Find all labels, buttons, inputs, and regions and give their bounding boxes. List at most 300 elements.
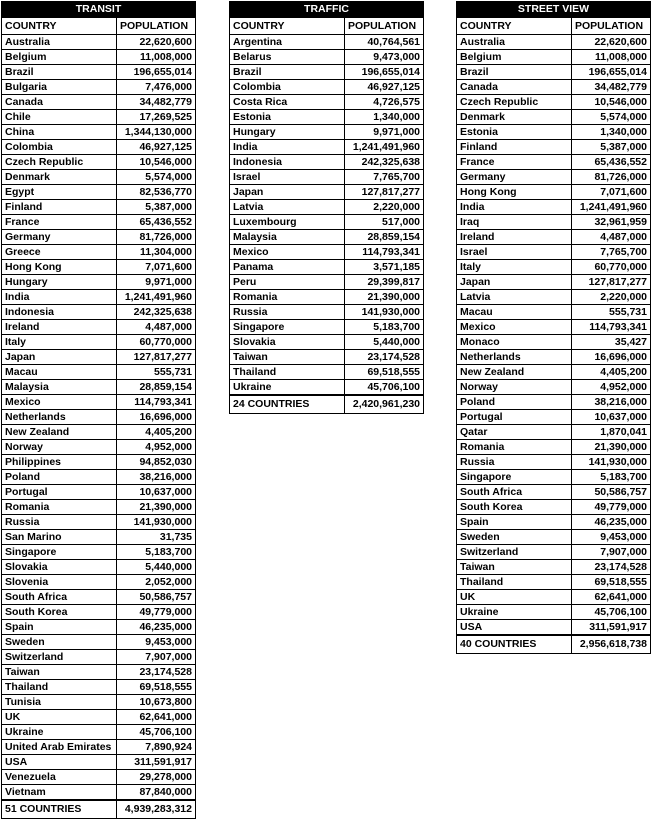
- population-cell: 4,487,000: [572, 230, 651, 245]
- country-cell: United Arab Emirates: [2, 740, 117, 755]
- population-cell: 46,927,125: [345, 80, 424, 95]
- population-cell: 1,344,130,000: [117, 125, 196, 140]
- population-cell: 50,586,757: [572, 485, 651, 500]
- country-cell: Macau: [457, 305, 572, 320]
- population-cell: 196,655,014: [117, 65, 196, 80]
- population-cell: 82,536,770: [117, 185, 196, 200]
- country-cell: UK: [2, 710, 117, 725]
- country-cell: Singapore: [230, 320, 345, 335]
- population-cell: 7,907,000: [117, 650, 196, 665]
- table-row: [230, 140, 424, 155]
- country-column-header: COUNTRY: [230, 18, 345, 35]
- table-row: [230, 65, 424, 80]
- population-cell: 81,726,000: [572, 170, 651, 185]
- table-row: [2, 725, 196, 740]
- table-row: [230, 380, 424, 396]
- population-cell: 69,518,555: [117, 680, 196, 695]
- country-cell: Taiwan: [2, 665, 117, 680]
- table-row: [457, 425, 651, 440]
- population-cell: 62,641,000: [117, 710, 196, 725]
- table-row: [2, 740, 196, 755]
- population-cell: 4,405,200: [117, 425, 196, 440]
- total-row: [457, 635, 651, 653]
- country-cell: South Korea: [2, 605, 117, 620]
- country-cell: Estonia: [230, 110, 345, 125]
- country-cell: Venezuela: [2, 770, 117, 785]
- population-cell: 40,764,561: [345, 35, 424, 50]
- country-cell: Belgium: [457, 50, 572, 65]
- population-cell: 17,269,525: [117, 110, 196, 125]
- transit-table: [1, 1, 196, 819]
- population-cell: 127,817,277: [117, 350, 196, 365]
- table-row: [2, 635, 196, 650]
- country-cell: Ireland: [2, 320, 117, 335]
- table-row: [2, 425, 196, 440]
- table-row: [2, 680, 196, 695]
- street-view-table: [456, 1, 651, 654]
- country-cell: South Korea: [457, 500, 572, 515]
- total-country-count: 51 COUNTRIES: [2, 800, 117, 818]
- country-cell: India: [2, 290, 117, 305]
- table-row: [2, 500, 196, 515]
- population-cell: 555,731: [572, 305, 651, 320]
- country-cell: Denmark: [2, 170, 117, 185]
- table-row: [2, 710, 196, 725]
- country-cell: Japan: [2, 350, 117, 365]
- table-row: [230, 320, 424, 335]
- population-cell: 10,673,800: [117, 695, 196, 710]
- table-row: [2, 185, 196, 200]
- country-cell: Australia: [457, 35, 572, 50]
- population-cell: 21,390,000: [345, 290, 424, 305]
- population-cell: 9,473,000: [345, 50, 424, 65]
- table-row: [2, 290, 196, 305]
- country-cell: Hungary: [2, 275, 117, 290]
- country-cell: Russia: [2, 515, 117, 530]
- table-row: [457, 305, 651, 320]
- table-row: [2, 545, 196, 560]
- country-cell: Czech Republic: [457, 95, 572, 110]
- table-row: [230, 245, 424, 260]
- country-cell: Norway: [2, 440, 117, 455]
- table-row: [230, 155, 424, 170]
- table-row: [457, 50, 651, 65]
- country-cell: Romania: [230, 290, 345, 305]
- country-cell: Slovenia: [2, 575, 117, 590]
- population-cell: 3,571,185: [345, 260, 424, 275]
- country-cell: Hong Kong: [2, 260, 117, 275]
- country-cell: Colombia: [2, 140, 117, 155]
- country-cell: Ukraine: [230, 380, 345, 396]
- population-cell: 87,840,000: [117, 785, 196, 801]
- country-cell: Malaysia: [230, 230, 345, 245]
- table-row: [230, 125, 424, 140]
- population-cell: 196,655,014: [345, 65, 424, 80]
- country-cell: Ukraine: [2, 725, 117, 740]
- population-cell: 22,620,600: [572, 35, 651, 50]
- population-cell: 46,235,000: [572, 515, 651, 530]
- table-row: [2, 200, 196, 215]
- population-cell: 2,220,000: [572, 290, 651, 305]
- table-row: [2, 140, 196, 155]
- table-row: [457, 320, 651, 335]
- country-cell: Panama: [230, 260, 345, 275]
- country-cell: Hungary: [230, 125, 345, 140]
- population-cell: 2,052,000: [117, 575, 196, 590]
- population-cell: 10,546,000: [572, 95, 651, 110]
- table-title: STREET VIEW: [457, 2, 651, 18]
- country-cell: Netherlands: [2, 410, 117, 425]
- country-cell: Israel: [457, 245, 572, 260]
- table-row: [2, 560, 196, 575]
- population-cell: 4,405,200: [572, 365, 651, 380]
- population-cell: 141,930,000: [572, 455, 651, 470]
- table-row: [457, 95, 651, 110]
- population-cell: 114,793,341: [345, 245, 424, 260]
- table-row: [457, 170, 651, 185]
- table-row: [230, 305, 424, 320]
- country-cell: Taiwan: [230, 350, 345, 365]
- table-row: [230, 50, 424, 65]
- country-cell: Canada: [2, 95, 117, 110]
- table-row: [457, 395, 651, 410]
- table-row: [2, 170, 196, 185]
- table-row: [230, 290, 424, 305]
- population-cell: 4,487,000: [117, 320, 196, 335]
- total-row: [230, 395, 424, 413]
- total-population: 2,956,618,738: [572, 635, 651, 653]
- population-cell: 4,952,000: [117, 440, 196, 455]
- total-population: 2,420,961,230: [345, 395, 424, 413]
- population-cell: 127,817,277: [572, 275, 651, 290]
- country-cell: Brazil: [457, 65, 572, 80]
- country-cell: Russia: [457, 455, 572, 470]
- table-row: [230, 230, 424, 245]
- table-body: [230, 35, 424, 396]
- population-cell: 45,706,100: [345, 380, 424, 396]
- country-cell: Indonesia: [2, 305, 117, 320]
- table-row: [2, 440, 196, 455]
- table-row: [230, 170, 424, 185]
- population-cell: 46,235,000: [117, 620, 196, 635]
- population-cell: 46,927,125: [117, 140, 196, 155]
- country-cell: Portugal: [457, 410, 572, 425]
- country-cell: Taiwan: [457, 560, 572, 575]
- table-row: [2, 260, 196, 275]
- table-row: [2, 755, 196, 770]
- population-cell: 1,870,041: [572, 425, 651, 440]
- population-cell: 32,961,959: [572, 215, 651, 230]
- population-cell: 38,216,000: [572, 395, 651, 410]
- table-row: [2, 305, 196, 320]
- country-cell: Thailand: [2, 680, 117, 695]
- table-row: [2, 350, 196, 365]
- population-cell: 10,637,000: [117, 485, 196, 500]
- country-cell: Qatar: [457, 425, 572, 440]
- country-column-header: COUNTRY: [457, 18, 572, 35]
- population-cell: 114,793,341: [572, 320, 651, 335]
- country-cell: Canada: [457, 80, 572, 95]
- country-cell: Finland: [457, 140, 572, 155]
- country-cell: Luxembourg: [230, 215, 345, 230]
- table-row: [2, 785, 196, 801]
- population-cell: 11,304,000: [117, 245, 196, 260]
- population-cell: 555,731: [117, 365, 196, 380]
- table-title: TRANSIT: [2, 2, 196, 18]
- table-row: [457, 80, 651, 95]
- table-row: [2, 695, 196, 710]
- table-row: [230, 200, 424, 215]
- country-cell: China: [2, 125, 117, 140]
- country-cell: Germany: [2, 230, 117, 245]
- country-cell: Denmark: [457, 110, 572, 125]
- population-cell: 2,220,000: [345, 200, 424, 215]
- country-cell: Italy: [457, 260, 572, 275]
- table-row: [2, 275, 196, 290]
- population-cell: 34,482,779: [572, 80, 651, 95]
- country-cell: Germany: [457, 170, 572, 185]
- population-cell: 9,453,000: [117, 635, 196, 650]
- country-cell: New Zealand: [457, 365, 572, 380]
- country-cell: Singapore: [2, 545, 117, 560]
- population-cell: 11,008,000: [117, 50, 196, 65]
- country-cell: Chile: [2, 110, 117, 125]
- table-row: [457, 530, 651, 545]
- table-row: [2, 620, 196, 635]
- country-cell: Ireland: [457, 230, 572, 245]
- population-column-header: POPULATION: [345, 18, 424, 35]
- table-row: [2, 575, 196, 590]
- country-cell: Spain: [2, 620, 117, 635]
- population-cell: 22,620,600: [117, 35, 196, 50]
- country-cell: New Zealand: [2, 425, 117, 440]
- country-cell: Macau: [2, 365, 117, 380]
- population-cell: 196,655,014: [572, 65, 651, 80]
- country-cell: France: [457, 155, 572, 170]
- country-cell: Peru: [230, 275, 345, 290]
- country-cell: Ukraine: [457, 605, 572, 620]
- table-row: [2, 80, 196, 95]
- country-cell: UK: [457, 590, 572, 605]
- country-cell: Argentina: [230, 35, 345, 50]
- country-cell: Sweden: [457, 530, 572, 545]
- table-row: [230, 95, 424, 110]
- population-cell: 38,216,000: [117, 470, 196, 485]
- country-cell: Poland: [2, 470, 117, 485]
- country-cell: Slovakia: [2, 560, 117, 575]
- population-cell: 60,770,000: [117, 335, 196, 350]
- population-cell: 45,706,100: [117, 725, 196, 740]
- table-row: [230, 110, 424, 125]
- country-cell: Thailand: [230, 365, 345, 380]
- table-row: [2, 650, 196, 665]
- table-row: [457, 575, 651, 590]
- table-row: [2, 485, 196, 500]
- table-row: [457, 470, 651, 485]
- table-row: [2, 395, 196, 410]
- table-row: [2, 515, 196, 530]
- table-row: [2, 50, 196, 65]
- table-row: [457, 140, 651, 155]
- population-cell: 7,890,924: [117, 740, 196, 755]
- country-cell: Egypt: [2, 185, 117, 200]
- country-cell: Portugal: [2, 485, 117, 500]
- population-cell: 7,476,000: [117, 80, 196, 95]
- population-cell: 16,696,000: [117, 410, 196, 425]
- country-cell: Czech Republic: [2, 155, 117, 170]
- table-row: [2, 470, 196, 485]
- country-cell: Greece: [2, 245, 117, 260]
- population-cell: 29,399,817: [345, 275, 424, 290]
- population-cell: 23,174,528: [572, 560, 651, 575]
- table-row: [457, 605, 651, 620]
- table-row: [457, 365, 651, 380]
- population-cell: 9,453,000: [572, 530, 651, 545]
- traffic-table: [229, 1, 424, 414]
- population-cell: 28,859,154: [345, 230, 424, 245]
- table-row: [457, 185, 651, 200]
- population-cell: 5,574,000: [572, 110, 651, 125]
- population-cell: 7,071,600: [117, 260, 196, 275]
- total-population: 4,939,283,312: [117, 800, 196, 818]
- table-row: [457, 440, 651, 455]
- population-cell: 10,637,000: [572, 410, 651, 425]
- table-row: [457, 275, 651, 290]
- country-cell: India: [457, 200, 572, 215]
- table-row: [2, 245, 196, 260]
- country-cell: Russia: [230, 305, 345, 320]
- population-cell: 1,241,491,960: [117, 290, 196, 305]
- population-cell: 114,793,341: [117, 395, 196, 410]
- table-row: [457, 560, 651, 575]
- population-cell: 5,183,700: [572, 470, 651, 485]
- country-cell: Mexico: [230, 245, 345, 260]
- population-cell: 141,930,000: [117, 515, 196, 530]
- country-cell: Hong Kong: [457, 185, 572, 200]
- country-cell: Switzerland: [457, 545, 572, 560]
- table-row: [2, 110, 196, 125]
- population-cell: 1,241,491,960: [572, 200, 651, 215]
- table-body: [457, 35, 651, 636]
- country-cell: Spain: [457, 515, 572, 530]
- table-body: [2, 35, 196, 801]
- table-row: [457, 215, 651, 230]
- country-cell: South Africa: [457, 485, 572, 500]
- country-cell: Sweden: [2, 635, 117, 650]
- population-cell: 69,518,555: [345, 365, 424, 380]
- population-cell: 23,174,528: [117, 665, 196, 680]
- country-cell: Iraq: [457, 215, 572, 230]
- population-cell: 35,427: [572, 335, 651, 350]
- country-cell: Estonia: [457, 125, 572, 140]
- country-column-header: COUNTRY: [2, 18, 117, 35]
- country-cell: India: [230, 140, 345, 155]
- country-cell: USA: [457, 620, 572, 636]
- country-cell: Latvia: [457, 290, 572, 305]
- table-row: [457, 155, 651, 170]
- population-cell: 49,779,000: [117, 605, 196, 620]
- table-row: [230, 365, 424, 380]
- population-cell: 5,183,700: [117, 545, 196, 560]
- table-row: [457, 620, 651, 636]
- population-cell: 1,241,491,960: [345, 140, 424, 155]
- population-cell: 34,482,779: [117, 95, 196, 110]
- table-row: [457, 350, 651, 365]
- population-cell: 9,971,000: [345, 125, 424, 140]
- population-cell: 5,440,000: [117, 560, 196, 575]
- table-row: [457, 515, 651, 530]
- country-cell: Australia: [2, 35, 117, 50]
- table-row: [457, 35, 651, 50]
- population-cell: 49,779,000: [572, 500, 651, 515]
- population-cell: 81,726,000: [117, 230, 196, 245]
- population-cell: 28,859,154: [117, 380, 196, 395]
- population-cell: 7,765,700: [572, 245, 651, 260]
- country-cell: Tunisia: [2, 695, 117, 710]
- table-row: [230, 335, 424, 350]
- country-cell: Netherlands: [457, 350, 572, 365]
- table-row: [457, 110, 651, 125]
- country-cell: Slovakia: [230, 335, 345, 350]
- table-row: [2, 65, 196, 80]
- table-row: [457, 380, 651, 395]
- country-cell: Colombia: [230, 80, 345, 95]
- country-cell: Romania: [457, 440, 572, 455]
- table-row: [457, 200, 651, 215]
- population-cell: 242,325,638: [117, 305, 196, 320]
- population-cell: 7,765,700: [345, 170, 424, 185]
- country-cell: Thailand: [457, 575, 572, 590]
- table-row: [2, 155, 196, 170]
- population-cell: 11,008,000: [572, 50, 651, 65]
- total-country-count: 40 COUNTRIES: [457, 635, 572, 653]
- table-row: [2, 770, 196, 785]
- table-row: [230, 350, 424, 365]
- population-cell: 21,390,000: [117, 500, 196, 515]
- country-cell: USA: [2, 755, 117, 770]
- table-row: [2, 95, 196, 110]
- table-row: [230, 35, 424, 50]
- country-cell: San Marino: [2, 530, 117, 545]
- country-cell: Belgium: [2, 50, 117, 65]
- population-cell: 69,518,555: [572, 575, 651, 590]
- country-cell: Latvia: [230, 200, 345, 215]
- table-row: [2, 320, 196, 335]
- population-cell: 31,735: [117, 530, 196, 545]
- population-cell: 242,325,638: [345, 155, 424, 170]
- population-cell: 141,930,000: [345, 305, 424, 320]
- table-row: [2, 335, 196, 350]
- population-cell: 5,387,000: [572, 140, 651, 155]
- table-row: [230, 185, 424, 200]
- population-column-header: POPULATION: [117, 18, 196, 35]
- population-cell: 10,546,000: [117, 155, 196, 170]
- population-cell: 23,174,528: [345, 350, 424, 365]
- table-row: [2, 530, 196, 545]
- country-cell: Finland: [2, 200, 117, 215]
- table-row: [2, 35, 196, 50]
- country-cell: Philippines: [2, 455, 117, 470]
- population-cell: 4,726,575: [345, 95, 424, 110]
- population-cell: 21,390,000: [572, 440, 651, 455]
- population-cell: 16,696,000: [572, 350, 651, 365]
- country-cell: Monaco: [457, 335, 572, 350]
- table-row: [2, 125, 196, 140]
- total-row: [2, 800, 196, 818]
- table-row: [457, 500, 651, 515]
- table-row: [230, 80, 424, 95]
- population-cell: 65,436,552: [572, 155, 651, 170]
